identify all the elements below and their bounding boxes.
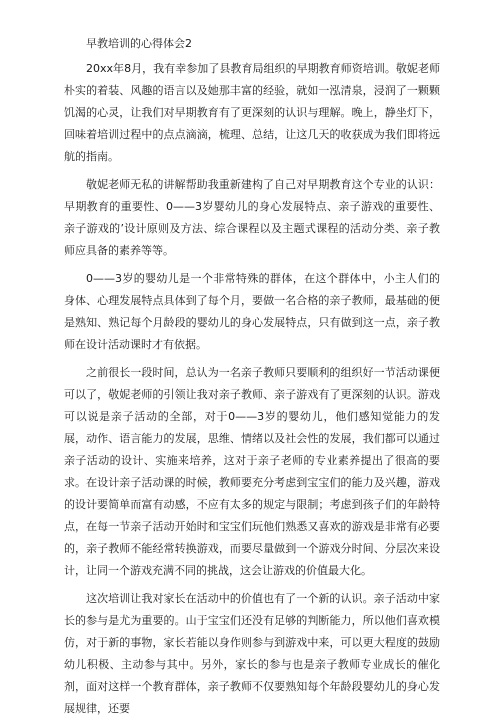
paragraph-infant-development: 0——3岁的婴幼儿是一个非常特殊的群体，在这个群体中，小主人们的身体、心理发展特点具体到了每个月，要做一名合格的亲子教师，最基础的便是熟知、熟记每个月龄段的婴幼儿的身心发展特点，只有做到这一点，亲子教师在设计活动课时才有依据。 xyxy=(64,272,440,351)
paragraph-parent-role: 这次培训让我对家长在活动中的价值也有了一个新的认识。亲子活动中家长的参与是尤为重要的。山于宝宝们还没有足够的判断能力，所以他们喜欢模仿，对于新的事物，家长若能以身作则参与到游戏中来，可以更大程度的鼓励幼儿积极、主动参与其中。另外，家长的参与也是亲子教师专业成长的催化剂，面对这样一个教育群体，亲子教师不仅要熟知每个年龄段婴幼儿的身心发展规律，还要 xyxy=(64,592,440,715)
paragraph-intro: 20xx年8月，我有幸参加了县教育局组织的早期教育师资培训。敬妮老师朴实的着装、风趣的语言以及她那丰富的经验，就如一泓清泉，浸润了一颗颗饥渴的心灵，让我们对早期教育有了更深刻的认识与理解。晚上，静坐灯下，回味着培训过程中的点点滴滴，梳理、总结，让这几天的收获成为我们即将远航的指南。 xyxy=(64,62,440,163)
paragraph-understanding: 敬妮老师无私的讲解帮助我重新建构了自己对早期教育这个专业的认识：早期教育的重要性、0——3岁婴幼儿的身心发展特点、亲子游戏的重要性、亲子游戏的’设计原则及方法、综合课程以及主题式课程的活动分类、亲子教师应具备的素养等等。 xyxy=(64,178,440,257)
document-title: 早教培训的心得体会2 xyxy=(86,37,192,50)
paragraph-parent-child-games: 之前很长一段时间，总认为一名亲子教师只要顺利的组织好一节活动课便可以了，敬妮老师的引领让我对亲子教师、亲子游戏有了更深刻的认识。游戏可以说是亲子活动的全部，对于0——3岁的婴幼儿，他们感知觉能力的发展，动作、语言能力的发展，思维、情绪以及社会性的发展，我们都可以通过亲子活动的设计、实施来培养，这对于亲子老师的专业素养提出了很高的要求。在设计亲子活动课的时候，教师要充分考虑到宝宝们的能力及兴趣，游戏的设计要简单而富有动感，不应有太多的规定与限制；考虑到孩子们的年龄特点，在每一节亲子活动开始时和宝宝们玩他们熟悉又喜欢的游戏是非常有必要的，亲子教师不能经常转换游戏，而要尽量做到一个游戏分时间、分层次来设计，让同一个游戏充满不同的挑战，这会让游戏的价值最大化。 xyxy=(64,366,440,577)
document-page xyxy=(64,34,440,726)
